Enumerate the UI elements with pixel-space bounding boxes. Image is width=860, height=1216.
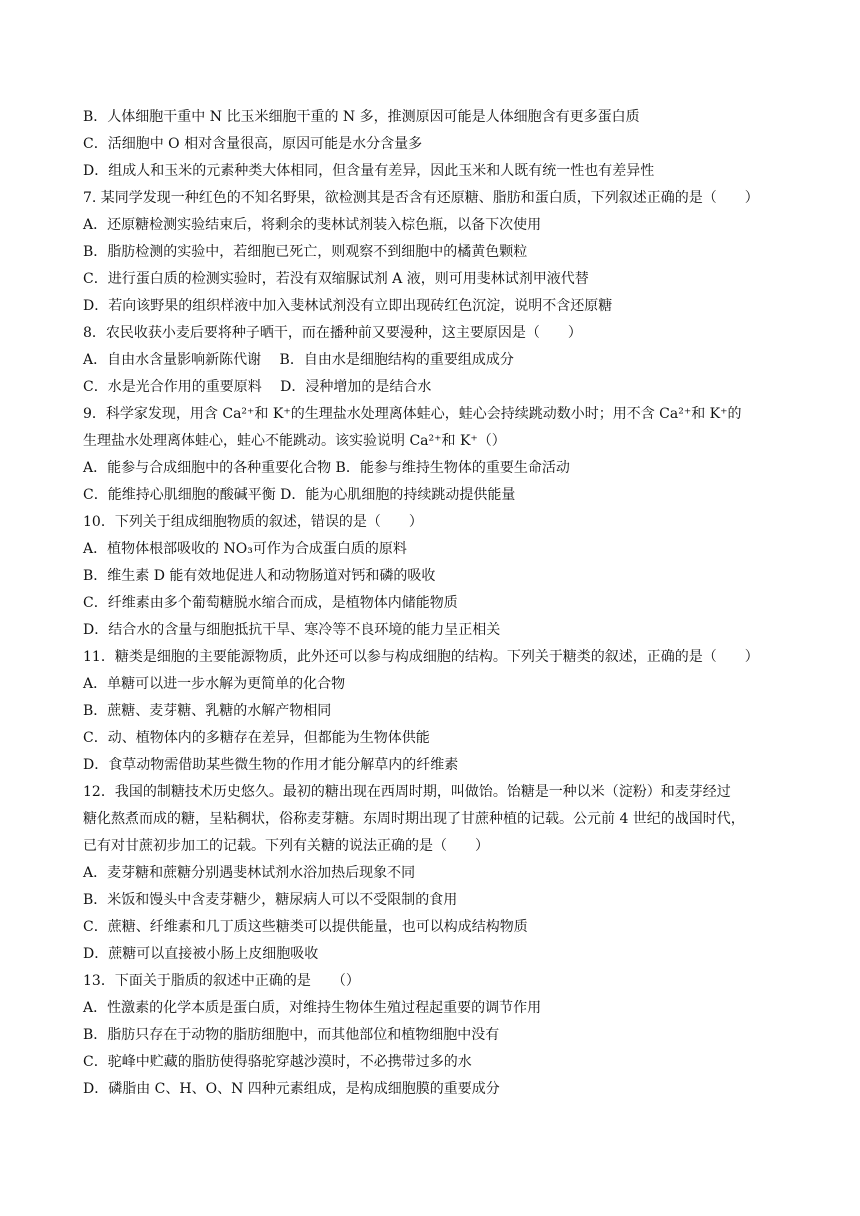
text-line — [83, 590, 800, 617]
text-line — [83, 158, 800, 185]
text-line-content: A．还原糖检测实验结束后，将剩余的斐林试剂装入棕色瓶，以备下次使用 — [83, 217, 542, 233]
text-line — [83, 563, 800, 590]
text-line — [83, 725, 800, 752]
text-line-content: 13．下面关于脂质的叙述中正确的是 （） — [83, 973, 360, 989]
text-line — [83, 131, 800, 158]
text-line — [83, 752, 800, 779]
text-line — [83, 833, 800, 860]
text-line-content: D．食草动物需借助某些微生物的作用才能分解草内的纤维素 — [83, 757, 459, 773]
text-line — [83, 374, 800, 401]
text-line — [83, 509, 800, 536]
text-line — [83, 104, 800, 131]
text-line-content: A．单糖可以进一步水解为更简单的化合物 — [83, 676, 346, 692]
text-line — [83, 860, 800, 887]
text-line — [83, 428, 800, 455]
text-line-content: C．驼峰中贮藏的脂肪使得骆驼穿越沙漠时，不必携带过多的水 — [83, 1054, 472, 1070]
text-line-content: 已有对甘蔗初步加工的记载。下列有关糖的说法正确的是（ ） — [83, 838, 489, 854]
text-line-content: D．结合水的含量与细胞抵抗干旱、寒冷等不良环境的能力呈正相关 — [83, 622, 501, 638]
text-line-content: D．若向该野果的组织样液中加入斐林试剂没有立即出现砖红色沉淀，说明不含还原糖 — [83, 298, 613, 314]
text-line-content: C．能维持心肌细胞的酸碱平衡 D．能为心肌细胞的持续跳动提供能量 — [83, 487, 516, 503]
text-line — [83, 293, 800, 320]
text-line-content: 12．我国的制糖技术历史悠久。最初的糖出现在西周时期，叫做饴。饴糖是一种以米（淀粉）和麦芽经过 — [83, 784, 731, 800]
text-line — [83, 1049, 800, 1076]
text-line-content: D．蔗糖可以直接被小肠上皮细胞吸收 — [83, 946, 319, 962]
text-line-content: B．人体细胞干重中 N 比玉米细胞干重的 N 多，推测原因可能是人体细胞含有更多蛋白质 — [83, 109, 640, 125]
text-line-content: B．脂肪检测的实验中，若细胞已死亡，则观察不到细胞中的橘黄色颗粒 — [83, 244, 528, 260]
text-line — [83, 347, 800, 374]
text-line-content: C．活细胞中 O 相对含量很高，原因可能是水分含量多 — [83, 136, 423, 152]
text-line-content: 11．糖类是细胞的主要能源物质，此外还可以参与构成细胞的结构。下列关于糖类的叙述，正确的是（ ） — [83, 649, 759, 665]
text-line-content: A．自由水含量影响新陈代谢 B．自由水是细胞结构的重要组成成分 — [83, 352, 514, 368]
text-line — [83, 644, 800, 671]
text-line-content: C．进行蛋白质的检测实验时，若没有双缩脲试剂 A 液，则可用斐林试剂甲液代替 — [83, 271, 589, 287]
text-line-content: A．能参与合成细胞中的各种重要化合物 B．能参与维持生物体的重要生命活动 — [83, 460, 570, 476]
text-line-content: 生理盐水处理离体蛙心，蛙心不能跳动。该实验说明 Ca²⁺和 K⁺（） — [83, 433, 506, 449]
text-line-content: 7. 某同学发现一种红色的不知名野果，欲检测其是否含有还原糖、脂肪和蛋白质，下列叙述正确的是（ ） — [83, 190, 759, 206]
text-line — [83, 482, 800, 509]
text-line — [83, 266, 800, 293]
text-line — [83, 212, 800, 239]
text-line — [83, 401, 800, 428]
text-line-content: A．麦芽糖和蔗糖分别遇斐林试剂水浴加热后现象不同 — [83, 865, 416, 881]
text-line — [83, 806, 800, 833]
text-line-content: 9．科学家发现，用含 Ca²⁺和 K⁺的生理盐水处理离体蛙心，蛙心会持续跳动数小时；用不含 Ca²⁺和 K⁺的 — [83, 406, 742, 422]
text-line — [83, 914, 800, 941]
text-line — [83, 671, 800, 698]
text-line-content: B．米饭和馒头中含麦芽糖少，糖尿病人可以不受限制的食用 — [83, 892, 458, 908]
text-line — [83, 185, 800, 212]
text-line-content: 糖化熬煮而成的糖，呈粘稠状，俗称麦芽糖。东周时期出现了甘蔗种植的记载。公元前 4 世纪的战国时代， — [83, 811, 745, 827]
text-line-content: C．动、植物体内的多糖存在差异，但都能为生物体供能 — [83, 730, 430, 746]
text-line-content: C．纤维素由多个葡萄糖脱水缩合而成，是植物体内储能物质 — [83, 595, 458, 611]
text-line-content: B．脂肪只存在于动物的脂肪细胞中，而其他部位和植物细胞中没有 — [83, 1027, 500, 1043]
text-line — [83, 617, 800, 644]
text-line-content: 8．农民收获小麦后要将种子晒干，而在播种前又要漫种，这主要原因是（ ） — [83, 325, 582, 341]
text-line — [83, 779, 800, 806]
text-line-content: B．蔗糖、麦芽糖、乳糖的水解产物相同 — [83, 703, 332, 719]
text-line-content: C．水是光合作用的重要原料 D．浸种增加的是结合水 — [83, 379, 432, 395]
text-line — [83, 995, 800, 1022]
text-line-content: D．磷脂由 C、H、O、N 四种元素组成，是构成细胞膜的重要成分 — [83, 1081, 500, 1097]
text-line — [83, 887, 800, 914]
text-line-content: A．植物体根部吸收的 NO₃可作为合成蛋白质的原料 — [83, 541, 407, 557]
text-line-content: 10．下列关于组成细胞物质的叙述，错误的是（ ） — [83, 514, 423, 530]
text-line — [83, 1076, 800, 1103]
text-line — [83, 320, 800, 347]
text-line — [83, 239, 800, 266]
text-line — [83, 536, 800, 563]
text-line-content: C．蔗糖、纤维素和几丁质这些糖类可以提供能量，也可以构成结构物质 — [83, 919, 528, 935]
text-line — [83, 455, 800, 482]
text-line — [83, 1022, 800, 1049]
text-line-content: D．组成人和玉米的元素种类大体相同，但含量有差异，因此玉米和人既有统一性也有差异性 — [83, 163, 655, 179]
text-line — [83, 968, 800, 995]
text-line-content: B．维生素 D 能有效地促进人和动物肠道对钙和磷的吸收 — [83, 568, 436, 584]
text-line — [83, 941, 800, 968]
text-line — [83, 698, 800, 725]
text-line-content: A．性激素的化学本质是蛋白质，对维持生物体生殖过程起重要的调节作用 — [83, 1000, 542, 1016]
